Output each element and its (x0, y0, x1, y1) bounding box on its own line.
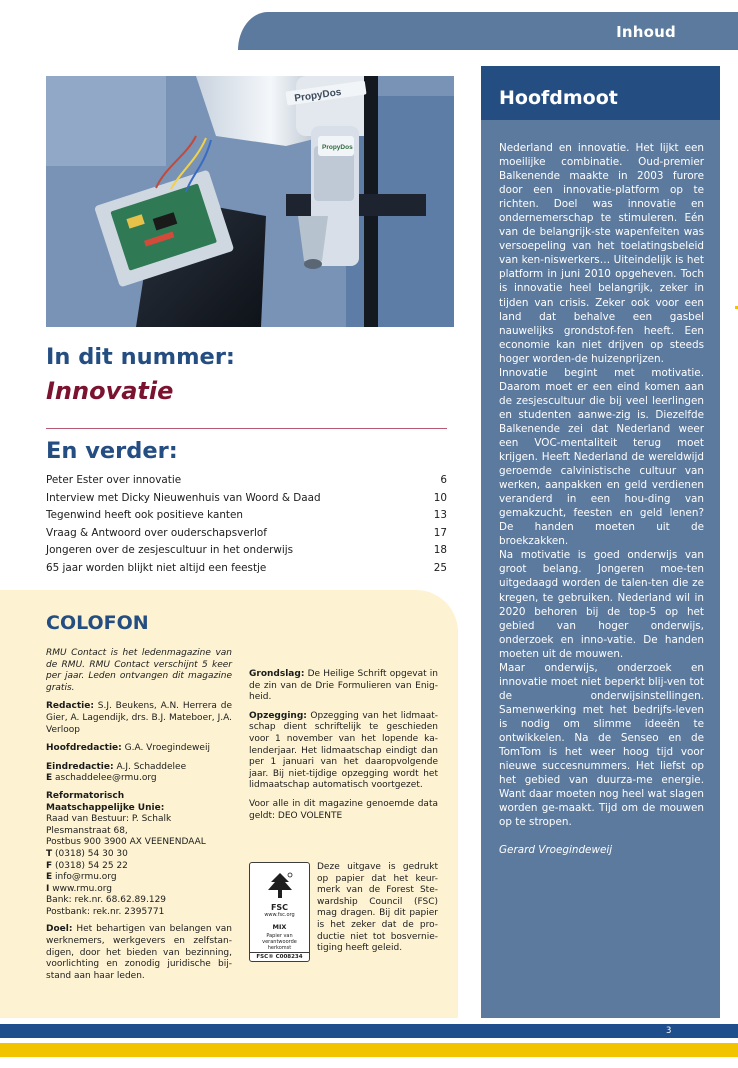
toc-item[interactable] (46, 560, 447, 578)
field-label: Doel: (46, 924, 73, 935)
photo-label: PropyDos (322, 144, 353, 151)
photo-label: PropyDos (293, 86, 343, 105)
toc-item-label: Peter Ester over innovatie (46, 474, 182, 486)
fsc-statement: Deze uitgave is gedrukt op papier dat het keur-merk van de Forest Ste-wardship Council (FSC) mag dragen. Bij dit papier is het zeker dat de pro-ductie niet tot bosvernie-tiging heeft geleid. (317, 862, 438, 954)
org-postbus: Postbus 900 3900 AX VEENENDAAL (46, 837, 206, 848)
toc-item-page: 25 (433, 561, 447, 574)
org-name: Maatschappelijke Unie: (46, 802, 165, 813)
toc-item-page: 18 (433, 544, 447, 557)
phone-number: (0318) 54 30 30 (55, 848, 128, 859)
colofon-column-right (249, 669, 438, 829)
colofon-opzegging (249, 711, 438, 792)
hoofdmoot-paragraph: Maar onderwijs, onderzoek en innovatie moet niet beperkt blij-ven tot de onderwijsinstellingen. Samenwerking met het bedrijfs-leven is nodig om slimme ideeën te ontwikkelen. Na de Senseo en de TomTom is het weer hoog tijd voor nieuwe succesnummers. Het liefst op het gebied van duurza-me energie. Want daar moeten nog heel wat slagen worden ge-maakt. Tijd om de mouwen op te stropen. (499, 661, 704, 829)
field-label: Redactie: (46, 701, 94, 712)
toc-item-label: Interview met Dicky Nieuwenhuis van Woord & Daad (46, 491, 321, 504)
divider (46, 428, 447, 429)
postbank-account: Postbank: rek.nr. 2395771 (46, 906, 165, 917)
field-label: Grondslag: (249, 669, 305, 679)
field-label: Hoofdredactie: (46, 743, 122, 754)
org-name: Reformatorisch (46, 790, 125, 801)
table-of-contents (46, 472, 447, 578)
page-number: 3 (666, 1026, 672, 1036)
field-label: I (46, 883, 50, 894)
colofon-column-left (46, 648, 232, 989)
footer-stripe-yellow (0, 1043, 738, 1057)
fsc-mix: MIX (272, 923, 287, 931)
colofon-hoofdredactie (46, 743, 232, 755)
colofon-doel (46, 924, 232, 982)
fsc-url: www.fsc.org (264, 912, 295, 918)
section-header-tab (238, 12, 738, 50)
colofon-title: COLOFON (46, 612, 149, 634)
toc-item-label: 65 jaar worden blijkt niet altijd een feestje (46, 561, 267, 574)
toc-item-page: 17 (433, 526, 447, 539)
hoofdmoot-header (481, 66, 720, 120)
website-link[interactable]: www.rmu.org (52, 883, 112, 894)
issue-heading: In dit nummer: (46, 344, 235, 370)
hoofdmoot-author: Gerard Vroegindeweij (499, 844, 613, 857)
bank-account: Bank: rek.nr. 68.62.89.129 (46, 895, 167, 906)
field-value: G.A. Vroegindeweij (124, 743, 210, 754)
email-link[interactable]: aschaddelee@rmu.org (55, 773, 157, 784)
hoofdmoot-paragraph: Innovatie begint met motivatie. Daarom moet er een eind komen aan de zesjescultuur die bij veel leerlingen en studenten aanwe-zig is. Diezelfde Balkenende zei dat Nederland weer een VOC-mentaliteit terug moet krijgen. Heeft Nederland de wereldwijd geroemde calvinistische cultuur van werken, aanpakken en geld verdienen veranderd in een hou-ding van gemakzucht, feesten en geld lenen? De handen moeten uit de broekzakken. (499, 366, 704, 548)
toc-item-label: Vraag & Antwoord over ouderschapsverlof (46, 526, 267, 539)
toc-item[interactable] (46, 507, 447, 525)
hoofdmoot-column (481, 66, 720, 1018)
email-link[interactable]: info@rmu.org (55, 872, 117, 883)
field-label: Eindredactie: (46, 761, 114, 772)
colofon-motto: Voor alle in dit magazine genoemde data geldt: DEO VOLENTE (249, 798, 438, 821)
field-label: Opzegging: (249, 710, 307, 721)
robot-arm-illustration (46, 76, 454, 327)
field-value: De Heilige Schrift opgevat in de zin van de Drie Formulieren van Enig-heid. (249, 669, 438, 703)
field-label: F (46, 860, 53, 871)
toc-item[interactable] (46, 525, 447, 543)
toc-item-label: Tegenwind heeft ook positieve kanten (46, 509, 243, 522)
more-heading: En verder: (46, 438, 178, 464)
fax-number: (0318) 54 25 22 (55, 860, 128, 871)
fsc-logo (249, 862, 310, 962)
toc-item[interactable] (46, 472, 447, 490)
fsc-code: FSC® C008234 (250, 952, 309, 961)
hoofdmoot-body (499, 141, 704, 857)
hoofdmoot-title: Hoofdmoot (499, 87, 618, 109)
issue-theme: Innovatie (46, 377, 174, 405)
field-label: E (46, 773, 53, 784)
toc-item-page: 6 (440, 474, 447, 486)
section-label: Inhoud (616, 23, 676, 41)
toc-item[interactable] (46, 490, 447, 508)
footer-stripe-blue (0, 1024, 738, 1038)
org-raad: Raad van Bestuur: P. Schalk (46, 814, 172, 825)
colofon-redactie (46, 701, 232, 736)
colofon-eindredactie (46, 762, 232, 785)
field-value: A.J. Schaddelee (116, 761, 187, 772)
field-label: E (46, 872, 53, 883)
field-value: S.J. Beukens, A.N. Herrera de Gier, A. Lagendijk, drs. B.J. Mateboer, J.A. Verloop (46, 701, 232, 735)
toc-item-label: Jongeren over de zesjescultuur in het onderwijs (46, 544, 294, 557)
fsc-description: Papier van verantwoorde herkomst (262, 933, 297, 951)
cover-photo (46, 76, 454, 327)
org-street: Plesmanstraat 68, (46, 825, 128, 836)
colofon-grondslag (249, 669, 438, 704)
fsc-tree-icon (265, 871, 295, 901)
field-value: Opzegging van het lidmaat-schap dient schriftelijk te geschieden voor 1 november van het lopende ka-lenderjaar. Het lidmaatschap eindigt dan per 1 januari van het daaropvolgende jaar. Bij niet-tijdige opzegging wordt het lidmaatschap automatisch voortgezet. (249, 710, 438, 791)
fsc-name: FSC (270, 903, 289, 912)
field-label: T (46, 848, 53, 859)
toc-item[interactable] (46, 542, 447, 560)
fsc-block (249, 862, 438, 962)
hoofdmoot-paragraph: Nederland en innovatie. Het lijkt een moeilijke combinatie. Oud-premier Balkenende maakte in 2003 furore door een innovatie-platform op te richten. Doel was innovatie en ondernemerschap te stimuleren. Eén van de belangrijk-ste wapenfeiten was versoepeling van het toelatingsbeleid van ken-niswerkers… Uiteindelijk is het platform in juni 2010 opgeheven. Toch is innovatie heel belangrijk, zeker in tijden van crisis. Zeker ook voor een land dat behalve een gasbel nauwelijks grondstof-fen heeft. Een economie kan niet drijven op steeds hoger worden-de huizenprijzen. (499, 142, 704, 365)
toc-item-page: 10 (433, 491, 447, 504)
field-value: Het behartigen van belangen van werknemers, werkgevers en zelfstan-digen, door het bieden van bezinning, voorlichting en zonodig juridische bij-stand aan haar leden. (46, 924, 232, 981)
hoofdmoot-paragraph: Na motivatie is goed onderwijs van groot belang. Jongeren moe-ten uitgedaagd worden de talen-ten die ze kregen, te gebruiken. Nederland wil in 2020 behoren bij de top-5 op het gebied van hoger onderwijs, onderzoek en inno-vatie. De handen moeten uit de mouwen. (499, 549, 704, 660)
colofon-intro: RMU Contact is het ledenmagazine van de RMU. RMU Contact verschijnt 5 keer per jaar. Leden ontvangen dit magazine gratis. (46, 648, 232, 693)
toc-item-page: 13 (433, 509, 447, 522)
colofon-organisation (46, 791, 232, 919)
